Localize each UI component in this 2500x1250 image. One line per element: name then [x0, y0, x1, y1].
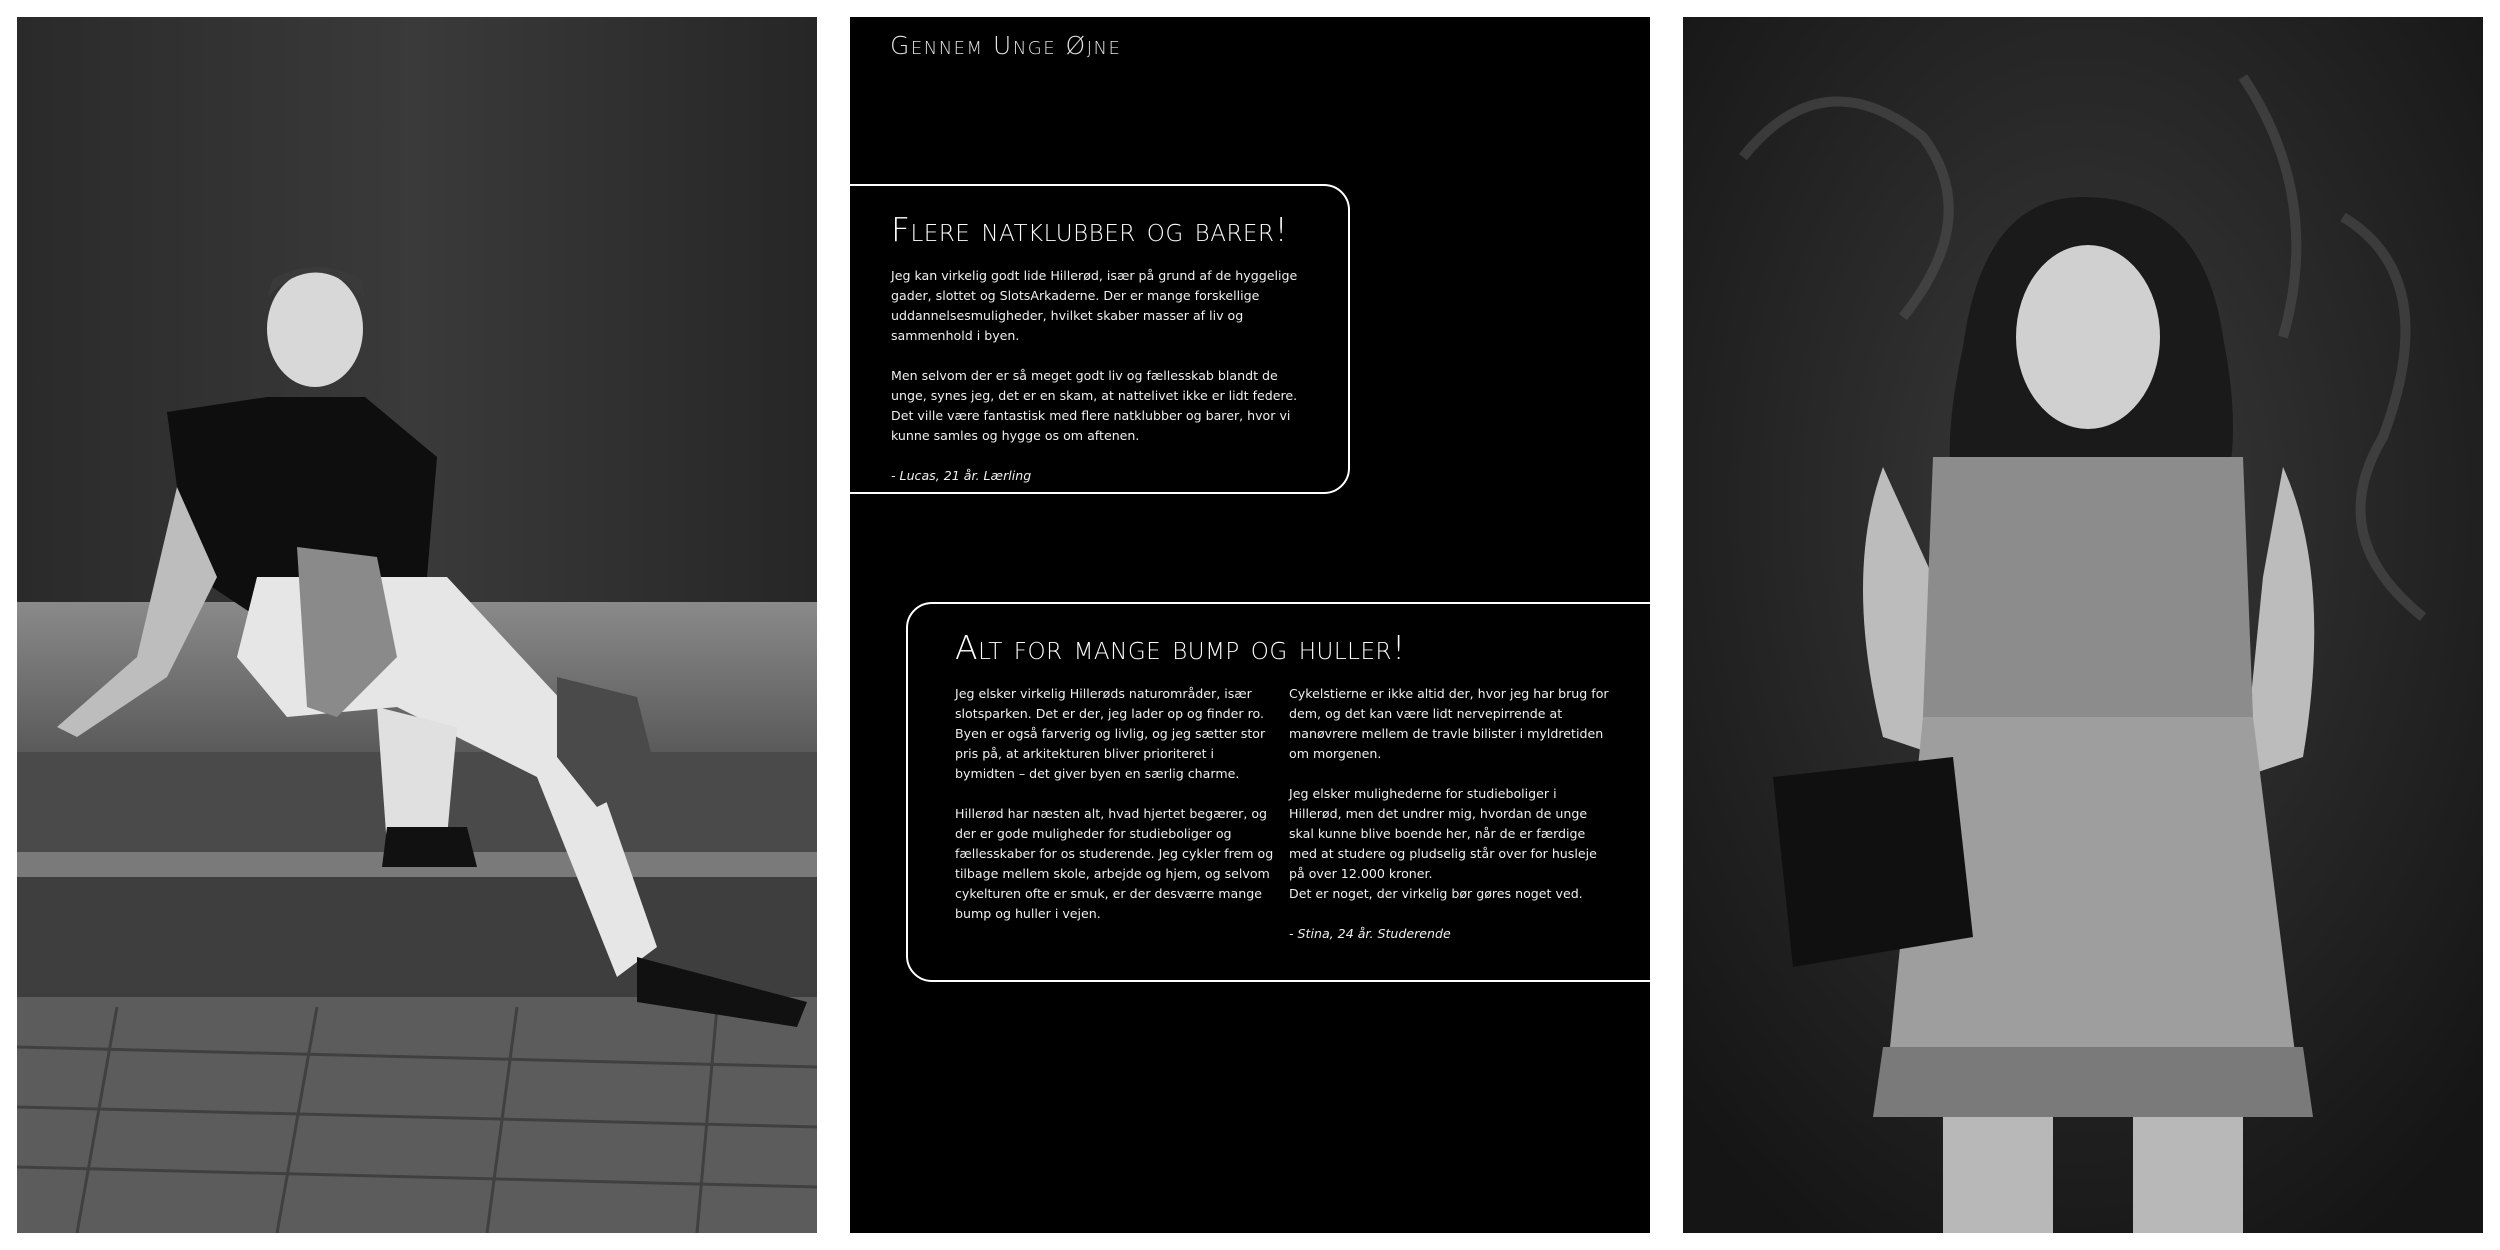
article-heading: Flere natklubber og barer!: [891, 210, 1289, 249]
article-paragraph: Men selvom der er så meget godt liv og fællesskab blandt de unge, synes jeg, det er en skam, at nattelivet ikke er lidt federe. Det ville være fantastisk med flere natklubber og barer, hvor vi kunne samles og hygge os om aftenen.: [891, 368, 1298, 443]
article-box-bumps: [906, 602, 1650, 982]
article-paragraph: Hillerød har næsten alt, hvad hjertet begærer, og der er gode muligheder for studieboliger og fællesskaber for os studerende. Jeg cykler frem og tilbage mellem skole, arbejde og hjem, og selvom cykelturen ofte er smuk, er der desværre mange bump og huller i vejen.: [955, 806, 1274, 921]
article-paragraph: Jeg elsker mulighederne for studieboliger i Hillerød, men det undrer mig, hvordan de unge skal kunne blive boende her, når de er færdige med at studere og pludselig står over for husleje på over 12.000 kroner. Det er noget, der virkelig bør gøres noget ved.: [1289, 786, 1597, 901]
portrait-photo-stina: [1683, 17, 2483, 1233]
article-body: [891, 266, 1311, 506]
photo-image: [1683, 17, 2483, 1233]
article-heading: Alt for mange bump og huller!: [955, 628, 1406, 667]
article-paragraph: Jeg kan virkelig godt lide Hillerød, især på grund af de hyggelige gader, slottet og SlotsArkaderne. Der er mange forskellige uddannelsesmuligheder, hvilket skaber masser af liv og sammenhold i byen.: [891, 268, 1298, 343]
article-signature: - Lucas, 21 år. Lærling: [891, 468, 1032, 483]
article-paragraph: Jeg elsker virkelig Hillerøds naturområder, især slotsparken. Det er der, jeg lader op og finder ro. Byen er også farverig og livlig, og jeg sætter stor pris på, at arkitekturen bliver prioriteret i bymidten – det giver byen en særlig charme.: [955, 686, 1266, 781]
photo-image: [17, 17, 817, 1233]
article-signature: - Stina, 24 år. Studerende: [1289, 926, 1451, 941]
article-page: [850, 17, 1650, 1233]
article-column-right: [1289, 684, 1609, 964]
running-head: Gennem Unge Øjne: [890, 31, 1122, 60]
article-column-left: [955, 684, 1275, 944]
article-paragraph: Cykelstierne er ikke altid der, hvor jeg har brug for dem, og det kan være lidt nervepirrende at manøvrere mellem de travle bilister i myldretiden om morgenen.: [1289, 686, 1609, 761]
portrait-photo-lucas: [17, 17, 817, 1233]
article-box-nightlife: [850, 184, 1350, 494]
